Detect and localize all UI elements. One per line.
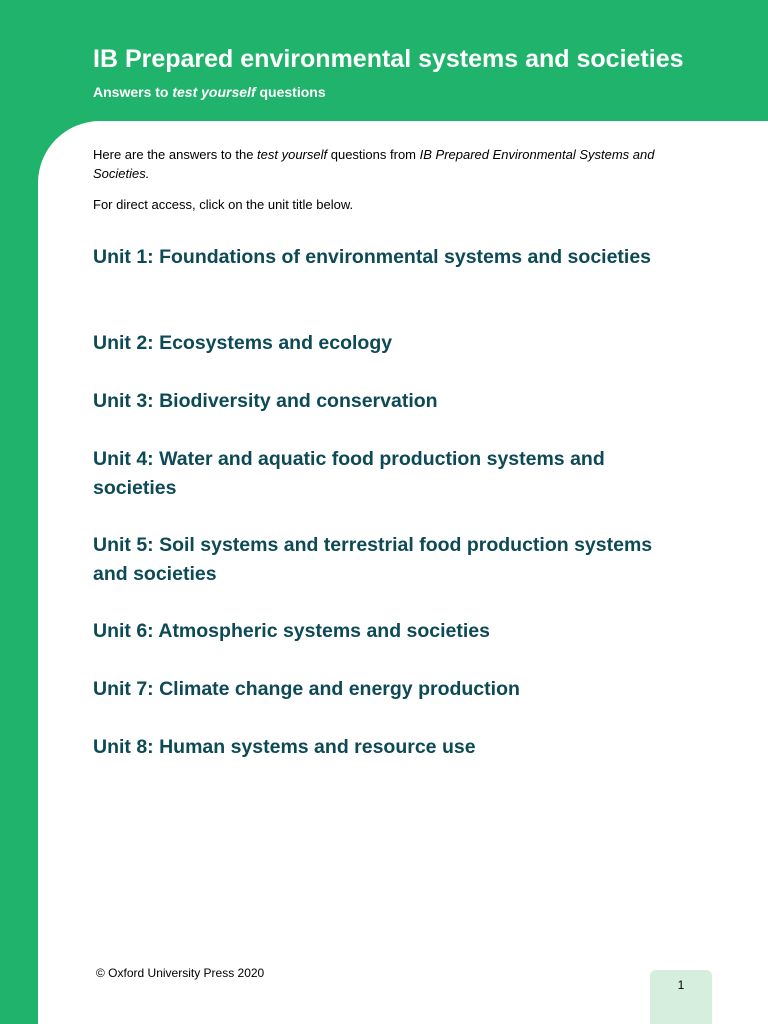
- unit-4-link[interactable]: Unit 4: Water and aquatic food production systems and societies: [93, 448, 605, 499]
- intro-text-2: questions from: [327, 147, 420, 162]
- intro-text-1: Here are the answers to the: [93, 147, 258, 162]
- subtitle-text-end: questions: [255, 84, 326, 100]
- document-title: IB Prepared environmental systems and societies: [93, 45, 684, 73]
- unit-5-link[interactable]: Unit 5: Soil systems and terrestrial food production systems and societies: [93, 534, 653, 585]
- unit-8-link[interactable]: Unit 8: Human systems and resource use: [93, 736, 476, 758]
- intro-italic-book-title: IB Prepared Environmental Systems and Societies.: [93, 147, 655, 181]
- page-number-tab: [650, 970, 712, 1024]
- unit-2-link[interactable]: Unit 2: Ecosystems and ecology: [93, 332, 393, 354]
- unit-3-link[interactable]: Unit 3: Biodiversity and conservation: [93, 390, 438, 412]
- document-subtitle: [93, 83, 326, 101]
- header-band: [0, 0, 768, 140]
- intro-italic-test-yourself: test yourself: [257, 147, 328, 162]
- subtitle-text-start: Answers to: [93, 84, 173, 100]
- page-number: 1: [677, 978, 685, 992]
- subtitle-italic: test yourself: [172, 84, 256, 100]
- intro-paragraph: [93, 145, 693, 183]
- direct-access-note: For direct access, click on the unit title below.: [93, 197, 354, 212]
- unit-1-link[interactable]: Unit 1: Foundations of environmental systems and societies: [93, 246, 652, 268]
- copyright-notice: © Oxford University Press 2020: [96, 966, 265, 980]
- unit-6-link[interactable]: Unit 6: Atmospheric systems and societies: [93, 620, 490, 642]
- unit-7-link[interactable]: Unit 7: Climate change and energy production: [93, 678, 520, 700]
